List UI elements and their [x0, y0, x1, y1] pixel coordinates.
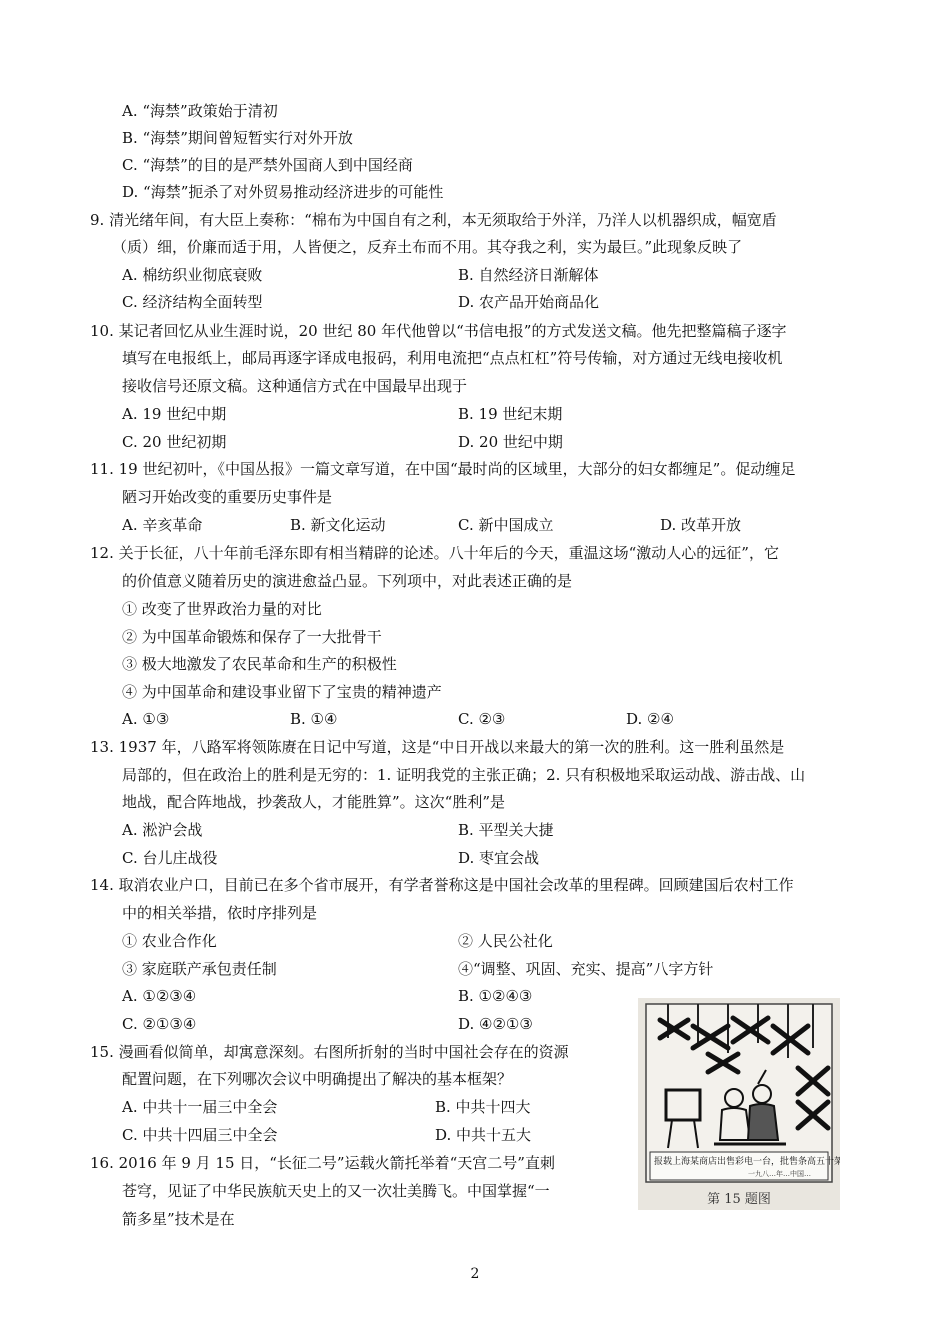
- q13-stem-line: 13. 1937 年，八路军将领陈赓在日记中写道，这是“中日开战以来最大的第一次的胜利。这一胜利虽然是: [90, 738, 785, 756]
- q11-option-d: D. 改革开放: [660, 516, 742, 534]
- q12-option-c: C. ②③: [458, 710, 506, 728]
- q11-option-b: B. 新文化运动: [290, 516, 386, 534]
- q9-option-c: C. 经济结构全面转型: [122, 293, 263, 311]
- page-number: 2: [470, 1266, 480, 1282]
- q12-option-b: B. ①④: [290, 710, 338, 728]
- q10-stem-line: 接收信号还原文稿。这种通信方式在中国最早出现于: [122, 377, 468, 395]
- q15-option-a: A. 中共十一届三中全会: [122, 1098, 278, 1116]
- q10-stem-line: 填写在电报纸上，邮局再逐字译成电报码，利用电流把“点点杠杠”符号传输，对方通过无线电接收机: [122, 349, 783, 367]
- q9-option-b: B. 自然经济日渐解体: [458, 266, 599, 284]
- q13-option-a: A. 淞沪会战: [122, 821, 203, 839]
- q9-option-a: A. 棉纺织业彻底衰败: [122, 266, 263, 284]
- q10-stem-line: 10. 某记者回忆从业生涯时说，20 世纪 80 年代他曾以“书信电报”的方式发送文稿。他先把整篇稿子逐字: [90, 322, 787, 340]
- q12-stem-line: 的价值意义随着历史的演进愈益凸显。下列项中，对此表述正确的是: [122, 572, 573, 590]
- q15-option-c: C. 中共十四届三中全会: [122, 1126, 278, 1144]
- q10-option-a: A. 19 世纪中期: [122, 405, 227, 423]
- q14-stem-line: 14. 取消农业户口，目前已在多个省市展开，有学者誉称这是中国社会改革的里程碑。回顾建国后农村工作: [90, 876, 794, 894]
- q13-option-c: C. 台儿庄战役: [122, 849, 218, 867]
- q15-stem-line: 配置问题，在下列哪次会议中明确提出了解决的基本框架？: [122, 1070, 513, 1088]
- q12-item: ③ 极大地激发了农民革命和生产的积极性: [122, 655, 397, 673]
- q9-stem-line: （质）细，价廉而适于用，人皆便之，反弃土布而不用。其夺我之利，实为最巨。”此现象反映了: [112, 238, 743, 256]
- q14-item: ④“调整、巩固、充实、提高”八字方针: [458, 960, 714, 978]
- q8-option-b: B. “海禁”期间曾短暂实行对外开放: [122, 129, 353, 147]
- q15-stem-line: 15. 漫画看似简单，却寓意深刻。右图所折射的当时中国社会存在的资源: [90, 1043, 569, 1061]
- q10-option-d: D. 20 世纪中期: [458, 433, 563, 451]
- q12-item: ④ 为中国革命和建设事业留下了宝贵的精神遗产: [122, 683, 442, 701]
- q13-option-d: D. 枣宜会战: [458, 849, 540, 867]
- q14-option-d: D. ④②①③: [458, 1015, 533, 1033]
- cartoon-handwriting-sub: 一九八…年…中国…: [748, 1170, 811, 1178]
- q13-stem-line: 地战，配合阵地战，抄袭敌人，才能胜算”。这次“胜利”是: [122, 793, 506, 811]
- q11-stem-line: 11. 19 世纪初叶，《中国丛报》一篇文章写道，在中国“最时尚的区域里，大部分的妇女都缠足”。促动缠足: [90, 460, 796, 478]
- q14-option-c: C. ②①③④: [122, 1015, 197, 1033]
- q12-item: ② 为中国革命锻炼和保存了一大批骨干: [122, 628, 382, 646]
- cartoon-illustration: [638, 998, 840, 1188]
- q16-stem-line: 苍穹，见证了中华民族航天史上的又一次壮美腾飞。中国掌握“一: [122, 1182, 550, 1200]
- q15-option-b: B. 中共十四大: [435, 1098, 531, 1116]
- q15-option-d: D. 中共十五大: [435, 1126, 532, 1144]
- q8-option-d: D. “海禁”扼杀了对外贸易推动经济进步的可能性: [122, 183, 444, 201]
- q14-item: ① 农业合作化: [122, 932, 217, 950]
- q14-item: ② 人民公社化: [458, 932, 553, 950]
- q10-option-c: C. 20 世纪初期: [122, 433, 227, 451]
- q14-option-a: A. ①②③④: [122, 987, 197, 1005]
- q12-stem-line: 12. 关于长征，八十年前毛泽东即有相当精辟的论述。八十年后的今天，重温这场“激动人心的远征”，它: [90, 544, 779, 562]
- q11-option-c: C. 新中国成立: [458, 516, 554, 534]
- q14-item: ③ 家庭联产承包责任制: [122, 960, 277, 978]
- q11-stem-line: 陋习开始改变的重要历史事件是: [122, 488, 333, 506]
- q12-option-d: D. ②④: [626, 710, 674, 728]
- q16-stem-line: 箭多星”技术是在: [122, 1210, 235, 1228]
- figure-caption: 第 15 题图: [707, 1192, 771, 1207]
- q14-stem-line: 中的相关举措，依时序排列是: [122, 904, 318, 922]
- q11-option-a: A. 辛亥革命: [122, 516, 203, 534]
- q16-stem-line: 16. 2016 年 9 月 15 日，“长征二号”运载火箭托举着“天宫二号”直刺: [90, 1154, 555, 1172]
- q15-cartoon-figure: [638, 998, 840, 1210]
- cartoon-handwriting: 报载上海某商店出售彩电一台，批售条高五十架。: [654, 1157, 840, 1167]
- q12-option-a: A. ①③: [122, 710, 170, 728]
- q9-option-d: D. 农产品开始商品化: [458, 293, 600, 311]
- q14-option-b: B. ①②④③: [458, 987, 533, 1005]
- q13-stem-line: 局部的，但在政治上的胜利是无穷的：1. 证明我党的主张正确；2. 只有积极地采取运动战、游击战、山: [122, 766, 806, 784]
- q9-stem-line: 9. 清光绪年间，有大臣上奏称：“棉布为中国自有之利，本无须取给于外洋，乃洋人以机器织成，幅宽盾: [90, 211, 777, 229]
- q12-item: ① 改变了世界政治力量的对比: [122, 600, 322, 618]
- q8-option-c: C. “海禁”的目的是严禁外国商人到中国经商: [122, 156, 413, 174]
- q10-option-b: B. 19 世纪末期: [458, 405, 563, 423]
- q8-option-a: A. “海禁”政策始于清初: [122, 102, 278, 120]
- q13-option-b: B. 平型关大捷: [458, 821, 554, 839]
